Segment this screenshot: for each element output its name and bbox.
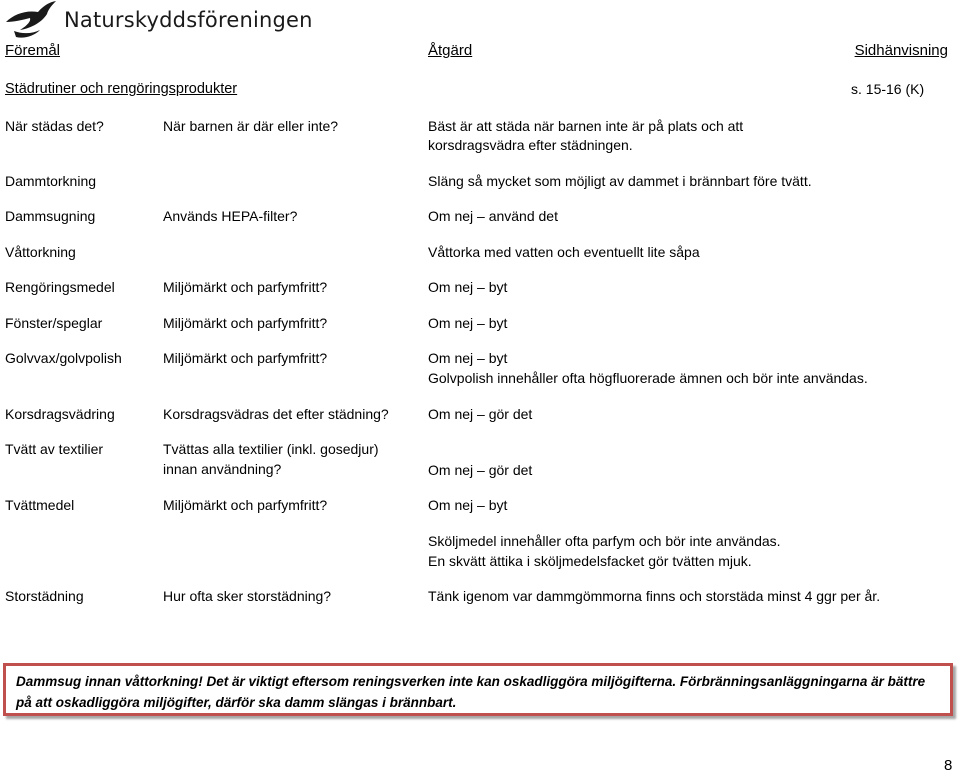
row-action: Om nej – byt [428, 279, 508, 295]
header-atgard: Åtgärd [428, 42, 473, 59]
row-question: Korsdragsvädras det efter städning? [163, 406, 389, 422]
section-title: Städrutiner och rengöringsprodukter [5, 81, 238, 97]
row-question: Används HEPA-filter? [163, 208, 298, 224]
row-action-note: Sköljmedel innehåller ofta parfym och bör inte användas. [428, 533, 781, 549]
row-item: Dammtorkning [5, 173, 97, 189]
row-question: Miljömärkt och parfymfritt? [163, 315, 328, 331]
row-question: Miljömärkt och parfymfritt? [163, 350, 328, 366]
row-action: Våttorka med vatten och eventuellt lite såpa [428, 244, 700, 260]
header-sidhanvisning: Sidhänvisning [854, 42, 948, 59]
row-action: Bäst är att städa när barnen inte är på plats och att [428, 118, 744, 134]
row-action: Om nej – byt [428, 497, 508, 513]
row-item: När städas det? [5, 118, 104, 134]
callout-text: Dammsug innan våttorkning! Det är viktigt eftersom reningsverken inte kan oskadliggöra miljögifterna. Förbränningsanläggningarna är bättre på att oskadliggöra miljögifter, därför ska damm slängas i brännbart. [16, 674, 926, 710]
row-question-cont: innan användning? [163, 461, 282, 477]
row-action-cont: korsdragsvädra efter städningen. [428, 137, 633, 153]
row-action: Tänk igenom var dammgömmorna finns och storstäda minst 4 ggr per år. [428, 588, 881, 604]
page-number: 8 [944, 757, 953, 774]
logo [4, 0, 313, 40]
row-question: När barnen är där eller inte? [163, 118, 339, 134]
row-question: Tvättas alla textilier (inkl. gosedjur) [163, 441, 379, 457]
row-item: Tvätt av textilier [5, 441, 104, 457]
section-page-ref: s. 15-16 (K) [851, 81, 925, 97]
header-foremal: Föremål [5, 42, 61, 59]
row-action-note: Golvpolish innehåller ofta högfluorerade ämnen och bör inte användas. [428, 370, 868, 386]
row-action: Om nej – använd det [428, 208, 558, 224]
row-item: Dammsugning [5, 208, 96, 224]
row-action: Släng så mycket som möjligt av dammet i brännbart före tvätt. [428, 173, 812, 189]
bird-logo-icon [4, 0, 58, 40]
row-item: Storstädning [5, 588, 84, 604]
row-item: Korsdragsvädring [5, 406, 115, 422]
row-question: Miljömärkt och parfymfritt? [163, 279, 328, 295]
row-action: Om nej – byt [428, 315, 508, 331]
row-question: Hur ofta sker storstädning? [163, 588, 332, 604]
row-item: Rengöringsmedel [5, 279, 115, 295]
row-action: Om nej – gör det [428, 406, 533, 422]
logo-text: Naturskyddsföreningen [64, 8, 313, 32]
row-question: Miljömärkt och parfymfritt? [163, 497, 328, 513]
row-action: Om nej – byt [428, 350, 508, 366]
row-action: Om nej – gör det [428, 462, 533, 478]
row-item: Golvvax/golvpolish [5, 350, 122, 366]
row-item: Tvättmedel [5, 497, 75, 513]
row-item: Våttorkning [5, 244, 76, 260]
row-action-note: En skvätt ättika i sköljmedelsfacket gör tvätten mjuk. [428, 553, 752, 569]
callout-box [3, 663, 953, 716]
row-item: Fönster/speglar [5, 315, 103, 331]
